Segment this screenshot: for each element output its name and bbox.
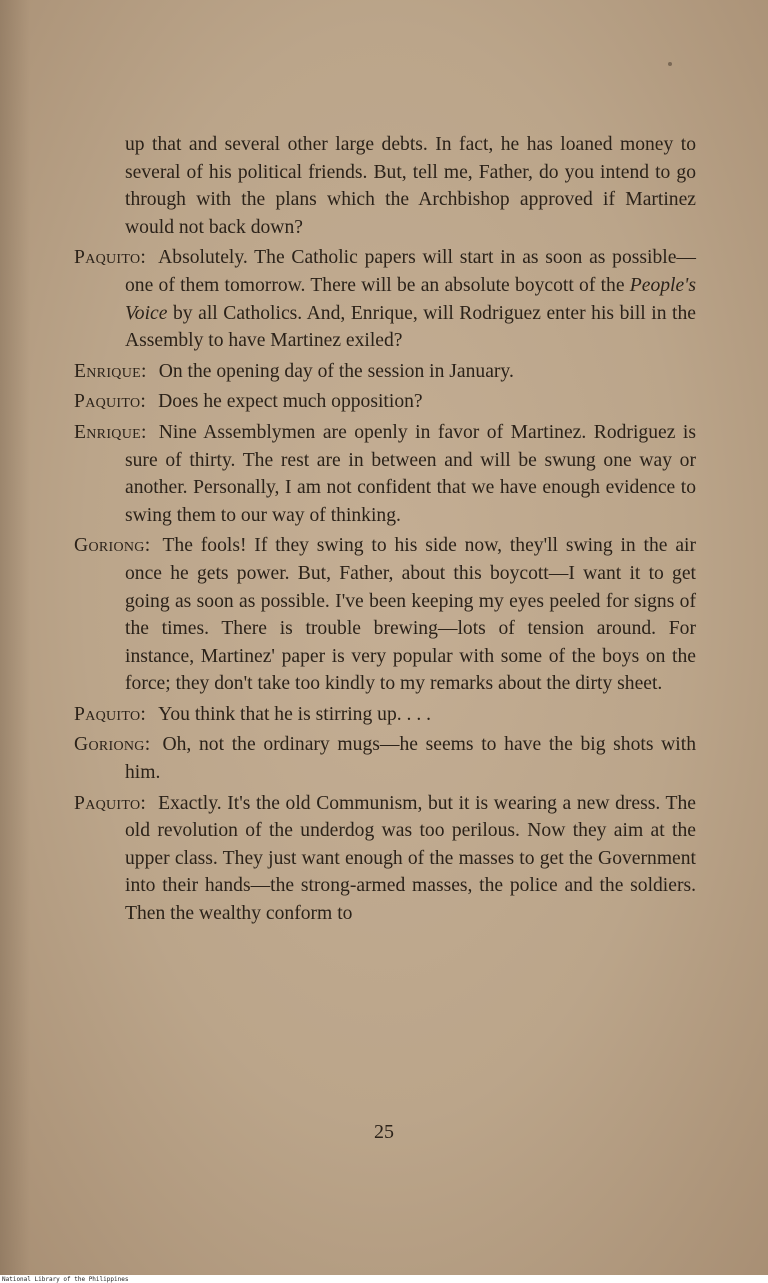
speech-enrique-2 <box>74 419 696 529</box>
speaker-name: Paquito : <box>74 704 146 725</box>
speech-paquito-1 <box>74 244 696 354</box>
body-text <box>74 131 696 928</box>
speech-paquito-2 <box>74 388 696 416</box>
continuation-paragraph: up that and several other large debts. In fact, he has loaned money to several of his political friends. But, tell me, Father, do you intend to go through with the plans which the Archbishop approved if Martinez would not back down? <box>125 134 696 238</box>
speech-goriong-2 <box>74 731 696 786</box>
speech-goriong-1 <box>74 532 696 698</box>
speaker-name: Paquito : <box>74 247 146 268</box>
page-edge-shadow <box>0 0 30 1275</box>
speech-text: You think that he is stirring up. . . . <box>158 703 432 725</box>
print-speck <box>668 62 672 66</box>
speech-text: Absolutely. The Catholic papers will start in as soon as possible—one of them tomorrow. There will be an absolute boycott of the <box>125 247 696 296</box>
speaker-name: Goriong : <box>74 734 150 755</box>
speech-text-after: by all Catholics. And, Enrique, will Rodriguez enter his bill in the Assembly to have Martinez exiled? <box>125 302 696 352</box>
speech-text: Oh, not the ordinary mugs—he seems to have the big shots with him. <box>125 734 696 784</box>
speech-enrique-1 <box>74 358 696 386</box>
page-number: 25 <box>374 1121 394 1143</box>
speech-paquito-3 <box>74 701 696 729</box>
speech-text: The fools! If they swing to his side now, they'll swing in the air once he gets power. But, Father, about this boycott—I want it to get going as soon as possible. I've been keeping my eyes peeled for signs of the times. There is trouble brewing—lots of tension around. For instance, Martinez' paper is very popular with some of the boys on the force; they don't take too kindly to my remarks about the dirty sheet. <box>125 535 696 695</box>
speaker-name: Paquito : <box>74 391 146 412</box>
speech-text: Nine Assemblymen are openly in favor of Martinez. Rodriguez is sure of thirty. The rest are in between and will be swung one way or another. Personally, I am not confident that we have enough evidence to swing them to our way of thinking. <box>125 421 696 526</box>
speech-text: On the opening day of the session in January. <box>158 360 514 382</box>
speech-italic-title: People's Voice <box>125 274 696 324</box>
speaker-name: Enrique : <box>74 361 147 382</box>
library-credit: National Library of the Philippines <box>2 1276 129 1283</box>
speech-paquito-4 <box>74 790 696 928</box>
speaker-name: Paquito : <box>74 793 146 814</box>
speaker-name: Enrique : <box>74 422 147 443</box>
speech-text: Does he expect much opposition? <box>158 391 423 413</box>
speech-text: Exactly. It's the old Communism, but it is wearing a new dress. The old revolution of the underdog was too perilous. Now they aim at the upper class. They just want enough of the masses to get the Government into their hands—the strong-armed masses, the police and the soldiers. Then the wealthy conform to <box>125 792 696 925</box>
speaker-name: Goriong : <box>74 535 150 556</box>
